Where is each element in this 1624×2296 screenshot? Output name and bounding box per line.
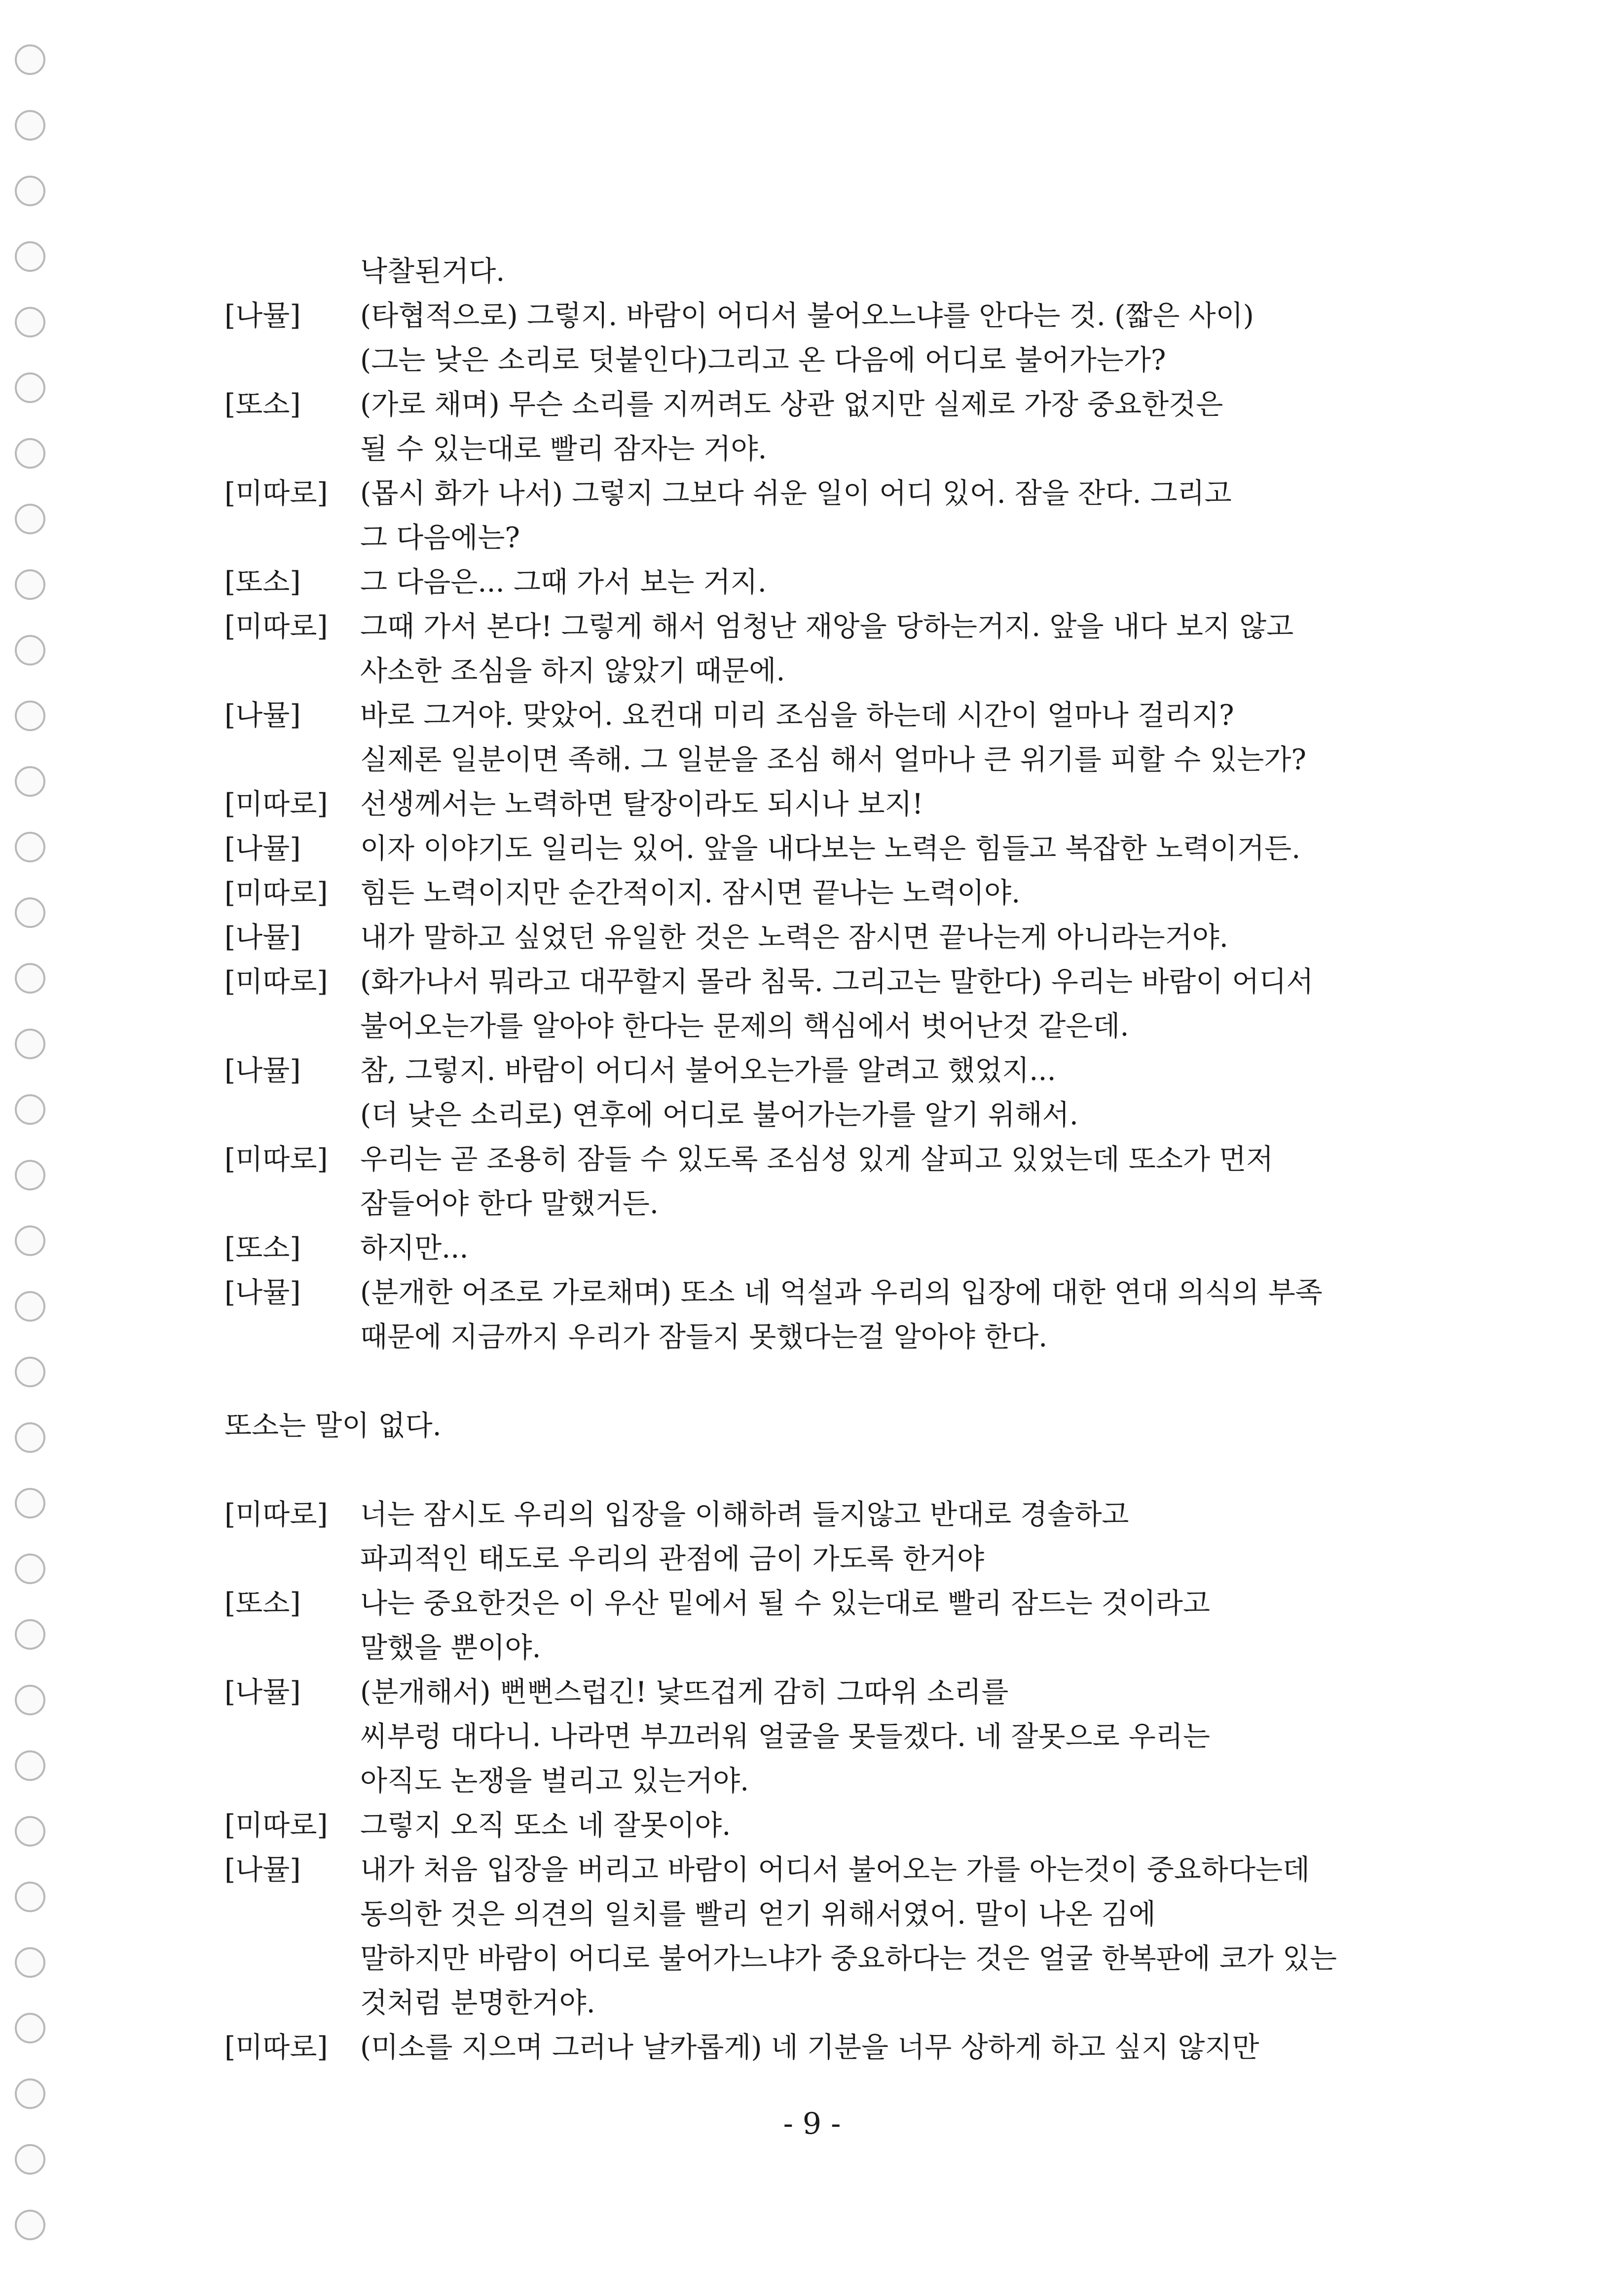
dialogue-line <box>224 693 1408 738</box>
binder-hole <box>15 766 45 797</box>
binder-hole <box>15 963 45 994</box>
speaker-label: [미따로] <box>224 1143 328 1176</box>
stage-direction <box>224 1404 1408 1448</box>
speaker-label: [미따로] <box>224 610 328 643</box>
dialogue-line <box>224 294 1408 338</box>
binder-hole <box>15 438 45 469</box>
speaker-label: [미따로] <box>224 877 328 909</box>
page-number: - 9 - <box>783 2107 841 2141</box>
dialogue-line <box>224 560 1408 604</box>
dialogue-text: 말했을 뿐이야. <box>360 1631 541 1664</box>
dialogue-text: 말하지만 바람이 어디로 불어가느냐가 중요하다는 것은 얼굴 한복판에 코가 있는 <box>360 1942 1337 1975</box>
stage-direction-text: 또소는 말이 없다. <box>224 1409 442 1442</box>
binder-hole <box>15 307 45 337</box>
dialogue-block-2 <box>224 1492 1408 2070</box>
binder-hole <box>15 1619 45 1650</box>
speaker-label: [미따로] <box>224 2031 328 2064</box>
speaker-label: [또소] <box>224 1587 301 1620</box>
dialogue-line <box>224 2025 1408 2070</box>
speaker-label: [또소] <box>224 388 301 421</box>
dialogue-line <box>224 382 1408 427</box>
speaker-label: [나뮬] <box>224 832 301 865</box>
binder-hole <box>15 1947 45 1978</box>
speaker-label: [미따로] <box>224 788 328 820</box>
dialogue-line <box>224 826 1408 871</box>
dialogue-line <box>224 604 1408 649</box>
binder-hole <box>15 569 45 600</box>
dialogue-text: 불어오는가를 알아야 한다는 문제의 핵심에서 벗어난것 같은데. <box>360 1010 1129 1042</box>
dialogue-line <box>224 427 1408 471</box>
speaker-label: [나뮬] <box>224 1676 301 1708</box>
dialogue-text: 그 다음에는? <box>360 521 520 554</box>
dialogue-text: 파괴적인 태도로 우리의 관점에 금이 가도록 한거야 <box>360 1543 985 1575</box>
dialogue-text: 동의한 것은 의견의 일치를 빨리 얻기 위해서였어. 말이 나온 김에 <box>360 1898 1156 1930</box>
dialogue-text: (미소를 지으며 그러나 날카롭게) 네 기분을 너무 상하게 하고 싶지 않지만 <box>360 2031 1259 2064</box>
binder-hole <box>15 504 45 534</box>
binder-hole <box>15 1094 45 1125</box>
dialogue-line <box>224 1004 1408 1048</box>
speaker-label: [미따로] <box>224 1809 328 1842</box>
dialogue-text: 이자 이야기도 일리는 있어. 앞을 내다보는 노력은 힘들고 복잡한 노력이거든. <box>360 832 1301 865</box>
dialogue-text: 참, 그렇지. 바람이 어디서 불어오는가를 알려고 했었지... <box>360 1054 1056 1087</box>
dialogue-line <box>224 1759 1408 1803</box>
dialogue-text: (몹시 화가 나서) 그렇지 그보다 쉬운 일이 어디 있어. 잠을 잔다. 그리고 <box>360 477 1232 510</box>
dialogue-line <box>224 1137 1408 1182</box>
speaker-label: [또소] <box>224 566 301 598</box>
dialogue-text: 바로 그거야. 맞았어. 요컨대 미리 조심을 하는데 시간이 얼마나 걸리지? <box>360 699 1234 732</box>
binder-hole <box>15 1225 45 1256</box>
dialogue-line <box>224 1892 1408 1936</box>
dialogue-line <box>224 1981 1408 2025</box>
dialogue-line <box>224 1936 1408 1981</box>
binder-hole <box>15 2013 45 2043</box>
dialogue-text: 우리는 곧 조용히 잠들 수 있도록 조심성 있게 살피고 있었는데 또소가 먼저 <box>360 1143 1274 1176</box>
dialogue-text: 때문에 지금까지 우리가 잠들지 못했다는걸 알아야 한다. <box>360 1321 1048 1353</box>
dialogue-line <box>224 516 1408 560</box>
dialogue-text: 내가 처음 입장을 버리고 바람이 어디서 불어오는 가를 아는것이 중요하다는데 <box>360 1853 1310 1886</box>
binder-hole <box>15 44 45 75</box>
binder-hole <box>15 1160 45 1190</box>
binder-hole <box>15 1357 45 1387</box>
dialogue-line <box>224 1626 1408 1670</box>
binder-hole <box>15 2078 45 2109</box>
dialogue-line <box>224 1093 1408 1137</box>
dialogue-line <box>224 338 1408 382</box>
dialogue-text: 실제론 일분이면 족해. 그 일분을 조심 해서 얼마나 큰 위기를 피할 수 있는가? <box>360 743 1306 776</box>
binder-hole <box>15 1750 45 1781</box>
dialogue-line <box>224 1270 1408 1315</box>
speaker-label: [또소] <box>224 1232 301 1264</box>
binder-hole <box>15 1488 45 1518</box>
dialogue-line <box>224 960 1408 1004</box>
speaker-label: [나뮬] <box>224 699 301 732</box>
dialogue-text: 것처럼 분명한거야. <box>360 1987 595 2019</box>
speaker-label: [미따로] <box>224 477 328 510</box>
dialogue-text: 나는 중요한것은 이 우산 밑에서 될 수 있는대로 빨리 잠드는 것이라고 <box>360 1587 1210 1620</box>
dialogue-text: 낙찰된거다. <box>360 255 505 288</box>
dialogue-text: 아직도 논쟁을 벌리고 있는거야. <box>360 1765 749 1797</box>
binder-hole <box>15 1422 45 1453</box>
binder-hole <box>15 635 45 666</box>
dialogue-text: (더 낮은 소리로) 연후에 어디로 불어가는가를 알기 위해서. <box>360 1099 1078 1131</box>
binder-hole <box>15 1816 45 1847</box>
dialogue-line <box>224 1226 1408 1270</box>
binder-hole <box>15 2144 45 2175</box>
dialogue-line <box>224 915 1408 960</box>
dialogue-line <box>224 1803 1408 1848</box>
dialogue-text: 힘든 노력이지만 순간적이지. 잠시면 끝나는 노력이야. <box>360 877 1021 909</box>
speaker-label: [나뮬] <box>224 1054 301 1087</box>
dialogue-line <box>224 871 1408 915</box>
dialogue-line <box>224 1848 1408 1892</box>
binder-hole <box>15 1029 45 1059</box>
speaker-label: [나뮬] <box>224 1276 301 1309</box>
speaker-label: [나뮬] <box>224 1853 301 1886</box>
binder-hole <box>15 176 45 206</box>
speaker-label: [미따로] <box>224 965 328 998</box>
dialogue-text: (타협적으로) 그렇지. 바람이 어디서 불어오느냐를 안다는 것. (짧은 사이) <box>360 299 1254 332</box>
dialogue-line <box>224 1182 1408 1226</box>
binder-hole <box>15 2210 45 2240</box>
dialogue-line <box>224 782 1408 826</box>
dialogue-text: (분개한 어조로 가로채며) 또소 네 억설과 우리의 입장에 대한 연대 의식의 부족 <box>360 1276 1323 1309</box>
dialogue-text: (화가나서 뭐라고 대꾸할지 몰라 침묵. 그리고는 말한다) 우리는 바람이 어디서 <box>360 965 1314 998</box>
dialogue-text: 그때 가서 본다! 그렇게 해서 엄청난 재앙을 당하는거지. 앞을 내다 보지 않고 <box>360 610 1294 643</box>
dialogue-text: (가로 채며) 무슨 소리를 지꺼려도 상관 없지만 실제로 가장 중요한것은 <box>360 388 1223 421</box>
dialogue-text: 하지만... <box>360 1232 469 1264</box>
binder-hole <box>15 1882 45 1912</box>
dialogue-line <box>224 471 1408 516</box>
speaker-label: [나뮬] <box>224 921 301 954</box>
binder-hole <box>15 832 45 862</box>
dialogue-text: 그 다음은... 그때 가서 보는 거지. <box>360 566 767 598</box>
binder-hole <box>15 897 45 928</box>
binder-hole <box>15 110 45 141</box>
dialogue-line <box>224 1714 1408 1759</box>
speaker-label: [나뮬] <box>224 299 301 332</box>
dialogue-line <box>224 249 1408 294</box>
script-page <box>224 249 1408 2070</box>
dialogue-text: 잠들어야 한다 말했거든. <box>360 1187 659 1220</box>
dialogue-line <box>224 1670 1408 1714</box>
dialogue-line <box>224 1492 1408 1537</box>
dialogue-line <box>224 1315 1408 1359</box>
dialogue-text: (그는 낮은 소리로 덧붙인다)그리고 온 다음에 어디로 불어가는가? <box>360 344 1166 376</box>
binder-hole <box>15 1685 45 1715</box>
binder-hole <box>15 701 45 731</box>
binder-hole <box>15 1291 45 1322</box>
binder-hole <box>15 241 45 272</box>
dialogue-text: 씨부렁 대다니. 나라면 부끄러워 얼굴을 못들겠다. 네 잘못으로 우리는 <box>360 1720 1210 1753</box>
dialogue-line <box>224 1048 1408 1093</box>
dialogue-block-1 <box>224 249 1408 1359</box>
speaker-label: [미따로] <box>224 1498 328 1531</box>
dialogue-text: 될 수 있는대로 빨리 잠자는 거야. <box>360 433 767 465</box>
dialogue-text: 내가 말하고 싶었던 유일한 것은 노력은 잠시면 끝나는게 아니라는거야. <box>360 921 1228 954</box>
dialogue-line <box>224 649 1408 693</box>
dialogue-text: 선생께서는 노력하면 탈장이라도 되시나 보지! <box>360 788 923 820</box>
dialogue-line <box>224 1581 1408 1626</box>
dialogue-line <box>224 1537 1408 1581</box>
binder-hole <box>15 1554 45 1584</box>
dialogue-text: 사소한 조심을 하지 않았기 때문에. <box>360 655 785 687</box>
dialogue-text: 그렇지 오직 또소 네 잘못이야. <box>360 1809 731 1842</box>
dialogue-text: 너는 잠시도 우리의 입장을 이해하려 들지않고 반대로 경솔하고 <box>360 1498 1129 1531</box>
dialogue-text: (분개해서) 뻔뻔스럽긴! 낯뜨겁게 감히 그따위 소리를 <box>360 1676 1009 1708</box>
binder-hole <box>15 372 45 403</box>
dialogue-line <box>224 738 1408 782</box>
